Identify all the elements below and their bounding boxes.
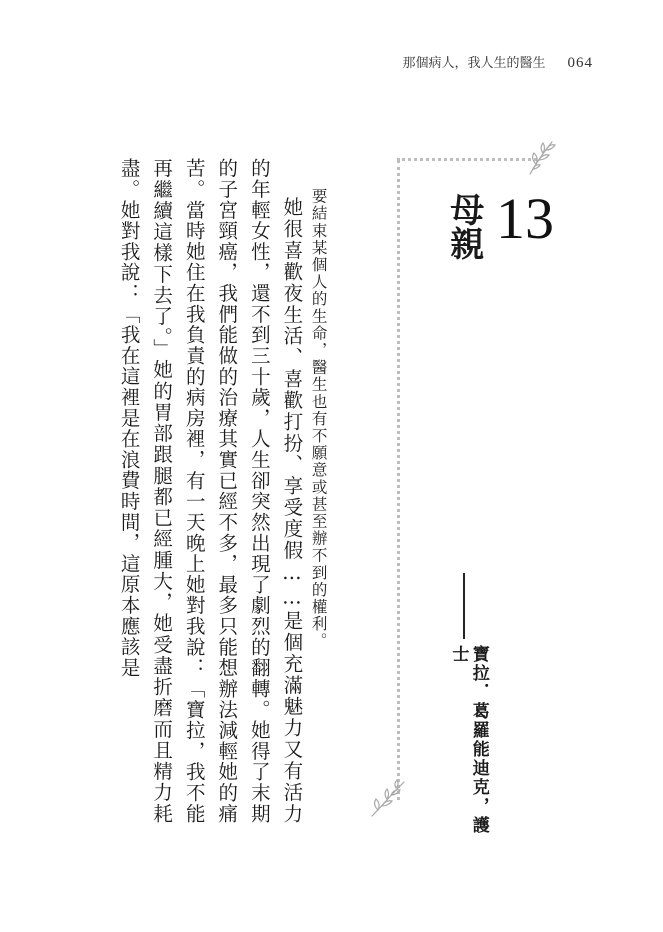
attribution-dash (463, 573, 465, 639)
body-text (112, 158, 307, 824)
running-header (402, 52, 593, 72)
dotted-rule-top (397, 158, 537, 161)
leaf-sprig-icon (524, 138, 558, 178)
body-paragraph: 她很喜歡夜生活、喜歡打扮、享受度假……是個充滿魅力又有活力的年輕女性，還不到三十歲，人生卻突然出現了劇烈的翻轉。她得了末期的子宮頸癌，我們能做的治療其實已經不多，最多只能想辦法減輕她的痛苦。當時她住在我負責的病房裡，有一天晚上她對我說：「寶拉，我不能再繼續這樣下去了。」她的胃部跟腿都已經腫大，她受盡折磨而且精力耗盡。她對我說：「我在這裡是在浪費時間，這原本應該是 (117, 158, 304, 824)
running-title: 那個病人，我人生的醫生 (402, 56, 546, 71)
epigraph-quote: 要結束某個人的生命，醫生也有不願意或甚至辦不到的權利。 (309, 188, 328, 650)
dotted-rule-vertical (397, 160, 400, 800)
chapter-number: 13 (496, 186, 554, 251)
chapter-title: 母親 (443, 192, 484, 260)
epigraph-attribution: 寶拉．葛羅能迪克，護士 (448, 645, 489, 835)
page-number: 064 (567, 55, 593, 71)
leaf-sprig-icon (368, 778, 408, 820)
